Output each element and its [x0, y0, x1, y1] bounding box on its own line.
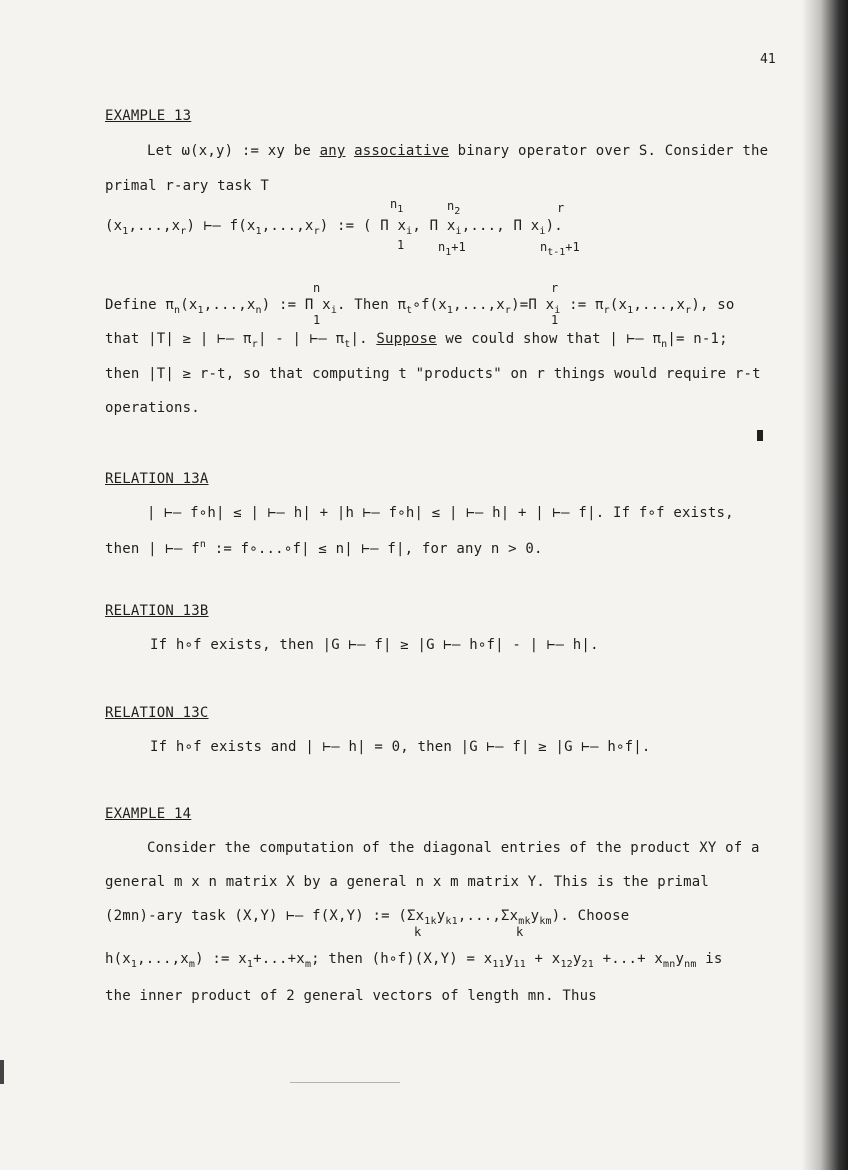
left-edge-mark — [0, 1060, 4, 1084]
example-14-line-1: Consider the computation of the diagonal entries of the product XY of a — [147, 840, 760, 856]
define-line: Define $\pi_n(x_1,...,x_n)$ := Π $x_i$. Then $\pi_t\circ f(x_1,...,x_r)=\Pi$ $x_i$ := $\pi_r(x_1,...,x_r)$, so — [105, 297, 735, 316]
relation-13b-line-1: If h∘f exists, then |G ⊢— f| ≥ |G ⊢— h∘f| - | ⊢— h|. — [150, 637, 599, 653]
relation-13a-line-2: then | ⊢— $f^n$ := f∘...∘f| ≤ n| ⊢— f|, for any n > 0. — [105, 539, 543, 557]
example-14-line-4: $h(x_1,...,x_m)$ := $x_1+...+x_m$; then (h∘f)(X,Y) = $x_{11}y_{11} + x_{12}y_{21}$ +...+ $x_{mn}y_{nm}$ is — [105, 951, 723, 970]
example-14-line-5: the inner product of 2 general vectors of length mn. Thus — [105, 988, 597, 1004]
example-14-line-2: general m x n matrix X by a general n x m matrix Y. This is the primal — [105, 874, 710, 890]
example-14-heading: EXAMPLE 14 — [105, 806, 192, 822]
page-number: 41 — [760, 52, 776, 67]
operations-line: operations. — [105, 400, 200, 416]
limit-n2-top: $n_2$ — [447, 199, 461, 217]
limit-r-top: r — [557, 201, 565, 215]
then-line: then |T| ≥ r-t, so that computing t "products" on r things would require r-t — [105, 366, 761, 382]
limit-1-bottom: 1 — [397, 238, 405, 252]
example-13-heading: EXAMPLE 13 — [105, 108, 192, 124]
example-14-line-3: (2mn)-ary task (X,Y) ⊢— f(X,Y) := $(\Sigma x_{1k}y_{k1},...,\Sigma x_{mk}y_{km})$. Choose — [105, 908, 630, 927]
relation-13c-line-1: If h∘f exists and | ⊢— h| = 0, then |G ⊢— f| ≥ |G ⊢— h∘f|. — [150, 739, 651, 755]
define-limit-n-top: n — [313, 281, 321, 295]
define-limit-1-bottom: 1 — [313, 313, 321, 327]
limit-n1-top: $n_1$ — [390, 197, 404, 215]
limit-nt1-bottom: $n_{t-1}+1$ — [540, 240, 580, 258]
example-13-line-2: primal r-ary task T — [105, 178, 269, 194]
relation-13a-heading: RELATION 13A — [105, 471, 209, 487]
page-edge-shadow — [802, 0, 848, 1170]
relation-13c-heading: RELATION 13C — [105, 705, 209, 721]
footer-rule — [290, 1082, 400, 1083]
sum-index-k-1: k — [414, 925, 422, 939]
relation-13a-line-1: | ⊢— f∘h| ≤ | ⊢— h| + |h ⊢— f∘h| ≤ | ⊢— h| + | ⊢— f|. If f∘f exists, — [147, 505, 734, 521]
define-limit-r-top: r — [551, 281, 559, 295]
relation-13b-heading: RELATION 13B — [105, 603, 209, 619]
that-line: that |T| ≥ | ⊢— $\pi_r|$ - | ⊢— $\pi_t|$. Suppose we could show that | ⊢— $\pi_n|= n-1$; — [105, 331, 728, 350]
example-13-formula: $(x_1,...,x_r)$ ⊢— $f(x_1,...,x_r)$ := ( Π $x_i$, Π $x_i$,..., Π $x_i$). — [105, 218, 563, 237]
define-limit-1-bottom-2: 1 — [551, 313, 559, 327]
limit-n1p1-bottom: $n_1+1$ — [438, 240, 466, 258]
sum-index-k-2: k — [516, 925, 524, 939]
end-of-proof-mark — [757, 430, 763, 441]
example-13-line-1: Let ω(x,y) := xy be any associative binary operator over S. Consider the — [147, 143, 769, 159]
